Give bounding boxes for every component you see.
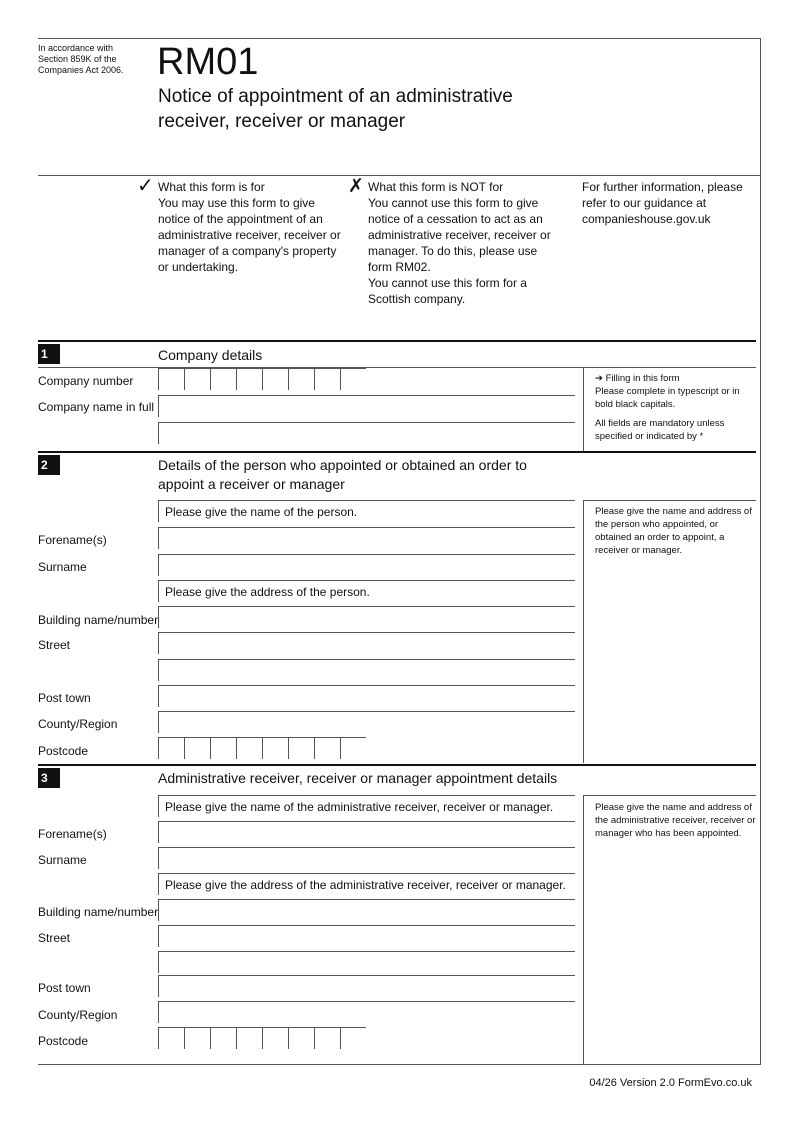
postcode-label: Postcode [38,744,89,758]
bottom-rule [38,1064,761,1065]
company-number-input[interactable] [158,368,366,390]
char-box[interactable] [314,368,340,390]
post-town-label: Post town [38,691,91,705]
forename-label: Forename(s) [38,533,107,547]
street-label: Street [38,638,71,652]
char-box[interactable] [184,737,210,759]
section2-rule [38,451,756,453]
forename-label: Forename(s) [38,827,107,841]
form-code: RM01 [157,41,259,83]
what-not-for-heading: What this form is NOT for [368,180,504,194]
section2-street-field-line2[interactable] [158,659,575,681]
char-box[interactable] [262,368,288,390]
section3-name-instruction: Please give the name of the administrative receiver, receiver or manager. [158,795,575,817]
char-box[interactable] [184,1027,210,1049]
char-box[interactable] [236,737,262,759]
section2-name-instruction: Please give the name of the person. [158,500,575,522]
post-town-label: Post town [38,981,91,995]
what-for-block [158,179,343,275]
char-box[interactable] [340,1027,366,1049]
building-label: Building name/number [38,905,159,919]
section2-building-field[interactable] [158,606,575,628]
char-box[interactable] [210,737,236,759]
form-title: Notice of appointment of an administrative receiver, receiver or manager [158,86,513,132]
company-name-label: Company name in full [38,400,155,414]
section1-sidebar [583,368,756,451]
sidebar-text-mandatory: All fields are mandatory unless specified or indicated by * [595,418,725,442]
building-label: Building name/number [38,613,159,627]
what-not-for-text-scottish: You cannot use this form for a Scottish company. [368,276,527,306]
section3-street-field-line2[interactable] [158,951,575,973]
section3-building-field[interactable] [158,899,575,921]
further-info-text: For further information, please refer to our guidance at companieshouse.gov.uk [582,180,743,226]
sidebar-text: Please give the name and address of the administrative receiver, receiver or manager who has been appointed. [595,802,756,839]
tick-icon: ✓ [137,175,154,197]
section3-surname-field[interactable] [158,847,575,869]
char-box[interactable] [210,1027,236,1049]
sidebar-title: Filling in this form [605,373,680,384]
surname-label: Surname [38,560,87,574]
section2-title: Details of the person who appointed or obtained an order to appoint a receiver or manager [158,457,527,492]
company-name-field[interactable] [158,395,575,417]
county-label: County/Region [38,717,118,731]
section3-title: Administrative receiver, receiver or manager appointment details [158,770,558,786]
char-box[interactable] [288,737,314,759]
section2-postcode-input[interactable] [158,737,366,759]
what-for-heading: What this form is for [158,180,265,194]
company-number-label: Company number [38,374,134,388]
street-label: Street [38,931,71,945]
char-box[interactable] [340,368,366,390]
section2-number: 2 [38,455,60,475]
char-box[interactable] [236,368,262,390]
cross-icon: ✗ [348,176,364,197]
section3-rule [38,764,756,766]
right-border [760,38,761,1065]
section3-postcode-input[interactable] [158,1027,366,1049]
section2-sidebar [583,500,756,763]
char-box[interactable] [236,1027,262,1049]
char-box[interactable] [314,737,340,759]
section1-title: Company details [158,347,263,363]
sidebar-text: Please give the name and address of the person who appointed, or obtained an order to appoint, a receiver or manager. [595,506,752,556]
section2-surname-field[interactable] [158,554,575,576]
what-not-for-text: You cannot use this form to give notice of a cessation to act as an administrative receiver, receiver or manager. To do this, please use form RM02. [368,196,551,274]
section3-sidebar [583,795,756,1064]
section3-number: 3 [38,768,60,788]
section3-county-field[interactable] [158,1001,575,1023]
section2-address-instruction: Please give the address of the person. [158,580,575,602]
char-box[interactable] [340,737,366,759]
top-rule [38,38,761,39]
char-box[interactable] [262,737,288,759]
char-box[interactable] [314,1027,340,1049]
company-name-field-line2[interactable] [158,422,575,444]
char-box[interactable] [288,1027,314,1049]
legal-note: In accordance with Section 859K of the Companies Act 2006. [38,43,124,75]
section2-post-town-field[interactable] [158,685,575,707]
what-not-for-block [368,179,553,307]
char-box[interactable] [158,737,184,759]
char-box[interactable] [210,368,236,390]
char-box[interactable] [158,1027,184,1049]
footer-version: 04/26 Version 2.0 FormEvo.co.uk [589,1077,752,1089]
section3-street-field[interactable] [158,925,575,947]
postcode-label: Postcode [38,1034,89,1048]
sidebar-text: Please complete in typescript or in bold black capitals. [595,386,740,410]
section3-forename-field[interactable] [158,821,575,843]
arrow-right-icon: ➔ [595,373,603,384]
char-box[interactable] [262,1027,288,1049]
char-box[interactable] [184,368,210,390]
section2-forename-field[interactable] [158,527,575,549]
surname-label: Surname [38,853,87,867]
section3-address-instruction: Please give the address of the administrative receiver, receiver or manager. [158,873,575,895]
further-info [582,179,752,227]
section2-street-field[interactable] [158,632,575,654]
section2-county-field[interactable] [158,711,575,733]
char-box[interactable] [158,368,184,390]
county-label: County/Region [38,1008,118,1022]
section3-post-town-field[interactable] [158,975,575,997]
section1-rule [38,340,756,342]
section1-number: 1 [38,344,60,364]
char-box[interactable] [288,368,314,390]
what-for-text: You may use this form to give notice of the appointment of an administrative receiver, receiver or manager of a company's property or undertaking. [158,196,341,274]
